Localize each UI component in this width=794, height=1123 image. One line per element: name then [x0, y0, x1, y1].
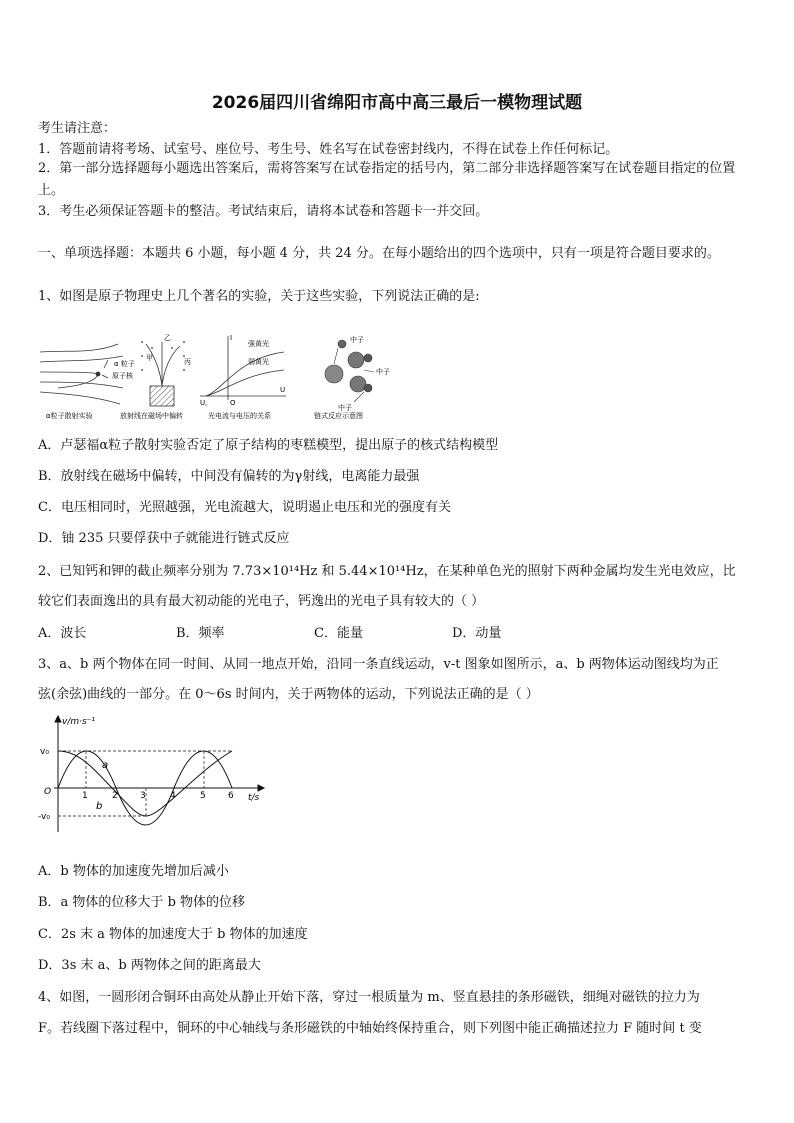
x-axis-arrow [258, 785, 264, 791]
q1-option-c: C．电压相同时，光照越强，光电流越大，说明遏止电压和光的强度有关 [38, 500, 451, 515]
notice-item-2: 2．第一部分选择题每小题选出答案后，需将答案写在试卷指定的括号内，第二部分非选择题答案写在试卷题目指定的位置上。 [38, 161, 736, 198]
q4-stem-line-2: F。若线圈下落过程中，铜环的中心轴线与条形磁铁的中轴始终保持重合，则下列图中能正确描述拉力 F 随时间 t 变 [38, 1021, 702, 1036]
stopping-voltage-label: U꜀ [200, 399, 208, 407]
q2-stem-line-1: 2、已知钙和钾的截止频率分别为 7.73×10¹⁴Hz 和 5.44×10¹⁴Hz，在某种单色光的照射下两种金属均发生光电效应，比 [38, 564, 736, 579]
photocurrent-graph [200, 336, 286, 400]
caption-alpha-scattering: α粒子散射实验 [46, 412, 93, 420]
section-1-heading: 一、单项选择题：本题共 6 小题，每小题 4 分，共 24 分。在每小题给出的四个选项中，只有一项是符合题目要求的。 [38, 246, 720, 261]
tick-4: 4 [170, 791, 176, 801]
tick-5: 5 [200, 791, 206, 801]
q3-option-a: A．b 物体的加速度先增加后减小 [38, 864, 229, 879]
curve-a-label: a [102, 760, 109, 771]
q3-stem-line-1: 3、a、b 两个物体在同一时间、从同一地点开始，沿同一条直线运动，v-t 图象如图所示，a、b 两物体运动图线均为正 [38, 657, 719, 672]
curve-b-label: b [96, 801, 103, 812]
notice-heading: 考生请注意： [38, 121, 117, 136]
axis-I-label: I [230, 334, 233, 342]
ray-label-jia: 甲 [146, 354, 153, 362]
q2-option-d: D．动量 [452, 626, 502, 641]
tick-2: 2 [112, 791, 118, 801]
q1-option-a: A．卢瑟福α粒子散射实验否定了原子结构的枣糕模型，提出原子的核式结构模型 [38, 438, 499, 453]
q1-option-b: B．放射线在磁场中偏转，中间没有偏转的为γ射线，电离能力最强 [38, 469, 420, 484]
neutron-label-bottom: 中子 [338, 404, 352, 412]
alpha-particle-label: α 粒子 [114, 360, 135, 368]
q1-option-d: D．铀 235 只要俘获中子就能进行链式反应 [38, 531, 290, 546]
x-axis-label: t/s [248, 793, 260, 803]
weak-yellow-label: 弱黄光 [248, 358, 269, 366]
neutron-label-right: 中子 [376, 368, 390, 376]
q2-option-a: A．波长 [38, 626, 87, 641]
v0-label: v₀ [40, 747, 49, 757]
neutron-label-top: 中子 [350, 336, 364, 344]
q3-option-d: D．3s 末 a、b 两物体之间的距离最大 [38, 958, 261, 973]
ray-label-yi: 乙 [164, 334, 171, 342]
curve-b [58, 751, 232, 816]
notice-item-1: 1．答题前请将考场、试室号、座位号、考生号、姓名写在试卷密封线内，不得在试卷上作任何标记。 [38, 142, 619, 157]
q1-figure [38, 330, 398, 422]
caption-chain-reaction: 链式反应示意图 [314, 412, 363, 420]
q2-option-b: B．频率 [176, 626, 225, 641]
q3-option-b: B．a 物体的位移大于 b 物体的位移 [38, 895, 246, 910]
strong-yellow-label: 强黄光 [248, 340, 269, 348]
exam-title: 2026届四川省绵阳市高中高三最后一模物理试题 [211, 93, 583, 113]
tick-1: 1 [82, 791, 88, 801]
q3-stem-line-2: 弦(余弦)曲线的一部分。在 0～6s 时间内，关于两物体的运动，下列说法正确的是（ ） [38, 687, 539, 702]
q1-stem: 1、如图是原子物理史上几个著名的实验，关于这些实验，下列说法正确的是: [38, 289, 480, 304]
y-axis-label: v/m·s⁻¹ [62, 717, 96, 727]
magnetic-deflection-diagram [146, 342, 180, 406]
origin-label: O [230, 399, 236, 407]
axis-U-label: U [280, 386, 286, 394]
q3-vt-graph [36, 712, 272, 836]
q4-stem-line-1: 4、如图，一圆形闭合铜环由高处从静止开始下落，穿过一根质量为 m、竖直悬挂的条形磁铁，细绳对磁铁的拉力为 [38, 990, 700, 1005]
tick-6: 6 [228, 791, 234, 801]
tick-3: 3 [140, 791, 146, 801]
neg-v0-label: -v₀ [38, 812, 50, 822]
q3-option-c: C．2s 末 a 物体的加速度大于 b 物体的加速度 [38, 927, 308, 942]
q2-stem-line-2: 较它们表面逸出的具有最大初动能的光电子，钙逸出的光电子具有较大的（ ） [38, 594, 485, 609]
y-axis-arrow [55, 716, 61, 722]
origin-label: O [44, 787, 52, 797]
caption-photocurrent: 光电流与电压的关系 [208, 412, 271, 420]
q2-option-c: C．能量 [314, 626, 363, 641]
chain-reaction-diagram [325, 340, 374, 402]
ray-label-bing: 丙 [184, 358, 191, 366]
notice-item-3: 3．考生必须保证答题卡的整洁。考试结束后，请将本试卷和答题卡一并交回。 [38, 204, 489, 219]
caption-magnetic-deflection: 放射线在磁场中偏转 [120, 412, 183, 420]
alpha-scattering-diagram [40, 344, 123, 404]
nucleus-label: 原子核 [112, 372, 133, 380]
